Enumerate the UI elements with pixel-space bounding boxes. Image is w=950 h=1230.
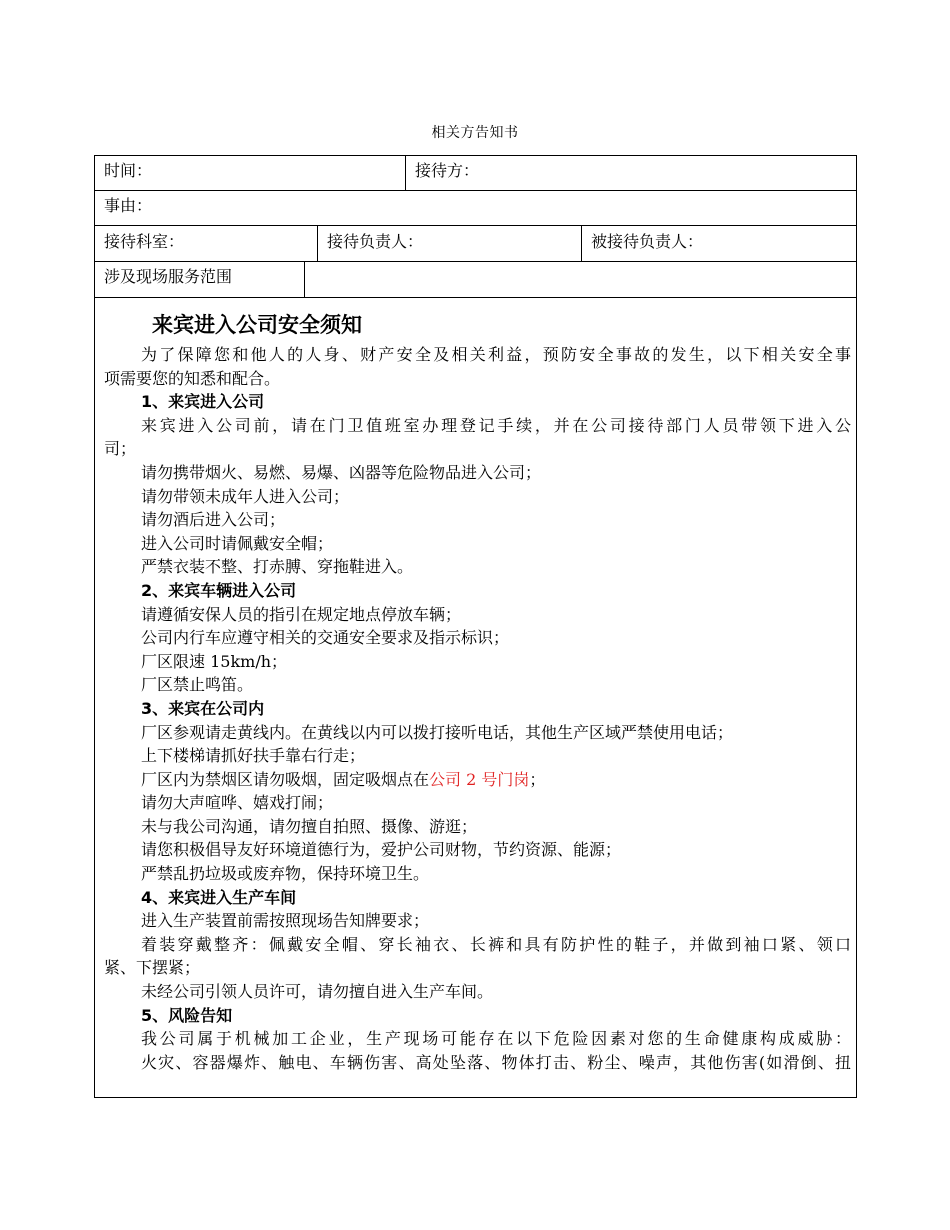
notice-line: 进入生产装置前需按照现场告知牌要求；	[141, 911, 430, 931]
notice-line: 请您积极倡导友好环境道德行为，爱护公司财物，节约资源、能源；	[141, 840, 622, 860]
table-divider-row3b	[581, 225, 582, 262]
table-divider-row3a	[317, 225, 318, 262]
smoking-text: 厂区内为禁烟区请勿吸烟，固定吸烟点在	[141, 769, 430, 789]
section-heading: 2、来宾车辆进入公司	[141, 580, 297, 600]
notice-line: 我公司属于机械加工企业，生产现场可能存在以下危险因素对您的生命健康构成威胁：	[141, 1029, 851, 1049]
section-heading: 3、来宾在公司内	[141, 698, 265, 718]
notice-line: 未经公司引领人员许可，请勿擅自进入生产车间。	[141, 982, 494, 1002]
notice-line: 厂区参观请走黄线内。在黄线以内可以拨打接听电话，其他生产区域严禁使用电话；	[141, 722, 734, 742]
smoking-text-end: ；	[529, 769, 546, 789]
notice-line: 严禁衣装不整、打赤膊、穿拖鞋进入。	[141, 557, 414, 577]
notice-line	[104, 768, 851, 792]
table-rule-4	[94, 297, 857, 298]
intro-line: 项需要您的知悉和配合。	[104, 368, 281, 388]
notice-line: 请勿携带烟火、易燃、易爆、凶器等危险物品进入公司；	[141, 462, 542, 482]
notice-line: 严禁乱扔垃圾或废弃物，保持环境卫生。	[141, 864, 430, 884]
table-rule-1	[94, 190, 857, 191]
table-divider-row4	[304, 261, 305, 298]
notice-line: 请勿带领未成年人进入公司；	[141, 486, 350, 506]
notice-title: 来宾进入公司安全须知	[152, 313, 362, 337]
notice-line: 上下楼梯请抓好扶手靠右行走；	[141, 746, 366, 766]
reception-dept-label: 接待科室：	[104, 232, 185, 251]
table-divider-row1	[405, 155, 406, 191]
smoking-point-highlight: 公司 2 号门岗	[429, 769, 530, 789]
notice-line: 来宾进入公司前，请在门卫值班室办理登记手续，并在公司接待部门人员带领下进入公	[141, 415, 851, 435]
table-border-top	[94, 155, 857, 156]
notice-line: 请遵循安保人员的指引在规定地点停放车辆；	[141, 604, 462, 624]
section-heading: 1、来宾进入公司	[141, 392, 265, 412]
notice-line: 厂区限速 15km/h；	[141, 651, 288, 671]
service-scope-label: 涉及现场服务范围	[104, 267, 233, 286]
notice-line: 未与我公司沟通，请勿擅自拍照、摄像、游逛；	[141, 816, 478, 836]
notice-line: 厂区禁止鸣笛。	[141, 675, 254, 695]
time-label: 时间：	[104, 161, 153, 180]
notice-body	[104, 343, 851, 1074]
table-border-bottom	[94, 1097, 857, 1098]
notice-line: 请勿酒后进入公司；	[141, 510, 286, 530]
table-border-right	[856, 155, 857, 1098]
table-border-left	[94, 155, 95, 1098]
section-heading: 4、来宾进入生产车间	[141, 887, 297, 907]
host-person-label: 接待负责人：	[327, 232, 424, 251]
table-rule-3	[94, 261, 857, 262]
section-heading: 5、风险告知	[141, 1005, 233, 1025]
guest-person-label: 被接待负责人：	[591, 232, 704, 251]
notice-line: 火灾、容器爆炸、触电、车辆伤害、高处坠落、物体打击、粉尘、噪声，其他伤害(如滑倒、扭	[141, 1052, 851, 1072]
intro-line: 为了保障您和他人的人身、财产安全及相关利益，预防安全事故的发生，以下相关安全事	[141, 345, 851, 364]
host-label: 接待方：	[415, 161, 480, 180]
notice-line: 司；	[104, 439, 137, 459]
notice-line: 公司内行车应遵守相关的交通安全要求及指示标识；	[141, 628, 510, 648]
notice-line: 请勿大声喧哗、嬉戏打闹；	[141, 793, 334, 813]
notice-line: 进入公司时请佩戴安全帽；	[141, 533, 334, 553]
notice-line: 着装穿戴整齐：佩戴安全帽、穿长袖衣、长裤和具有防护性的鞋子，并做到袖口紧、领口	[141, 934, 851, 954]
document-title: 相关方告知书	[431, 125, 519, 141]
table-rule-2	[94, 225, 857, 226]
matter-label: 事由：	[104, 196, 153, 215]
notice-line: 紧、下摆紧；	[104, 958, 201, 978]
